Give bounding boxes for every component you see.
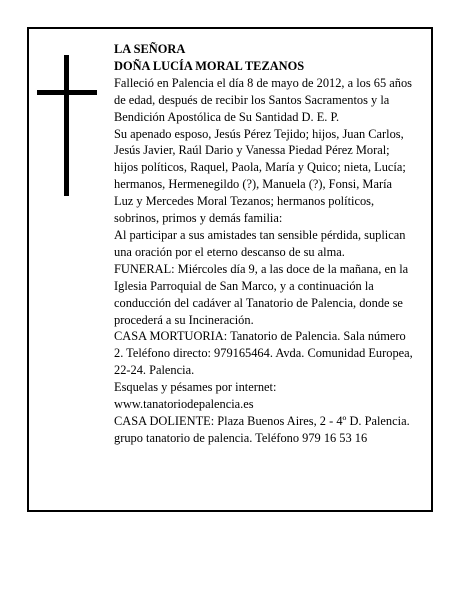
deceased-name: DOÑA LUCÍA MORAL TEZANOS (114, 58, 305, 73)
family-home: CASA DOLIENTE: Plaza Buenos Aires, 2 - 4º D. Palencia. (114, 413, 410, 428)
funeral-home-contact: grupo tanatorio de palencia. Teléfono 979 16 53 16 (114, 430, 368, 445)
online-condolences: Esquelas y pésames por internet: www.tanatoriodepalencia.es (114, 380, 277, 412)
cross-vertical-bar (64, 55, 69, 196)
cross-horizontal-bar (37, 90, 97, 95)
family-list: Su apenado esposo, Jesús Pérez Tejido; hijos, Juan Carlos, Jesús Javier, Raúl Dario y Vanessa Piedad Pérez Moral; hijos políticos, Raquel, Paola, María y Quico; nieta, Lucía; hermanos, Hermenegildo (?), Manuela (?), Fonsi, María Luz y Mercedes Moral Tezanos; hermanos políticos, sobrinos, primos y demás familia: (114, 126, 406, 226)
mortuary-info: CASA MORTUORIA: Tanatorio de Palencia. Sala número 2. Teléfono directo: 979165464. Avda. Comunidad Europea, 22-24. Palencia. (114, 329, 413, 378)
death-announcement: Falleció en Palencia el día 8 de mayo de 2012, a los 65 años de edad, después de recibir los Santos Sacramentos y la Bendición Apostólica de Su Santidad D. E. P. (114, 75, 412, 124)
prayer-request: Al participar a sus amistades tan sensible pérdida, suplican una oración por el eterno descanso de su alma. (114, 227, 406, 259)
title-line-1: LA SEÑORA (114, 42, 186, 56)
funeral-info: FUNERAL: Miércoles día 9, a las doce de la mañana, en la Iglesia Parroquial de San Marco, y a continuación la conducción del cadáver al Tanatorio de Palencia, donde se procederá a su Incineración. (114, 261, 409, 327)
obituary-text (114, 41, 414, 447)
